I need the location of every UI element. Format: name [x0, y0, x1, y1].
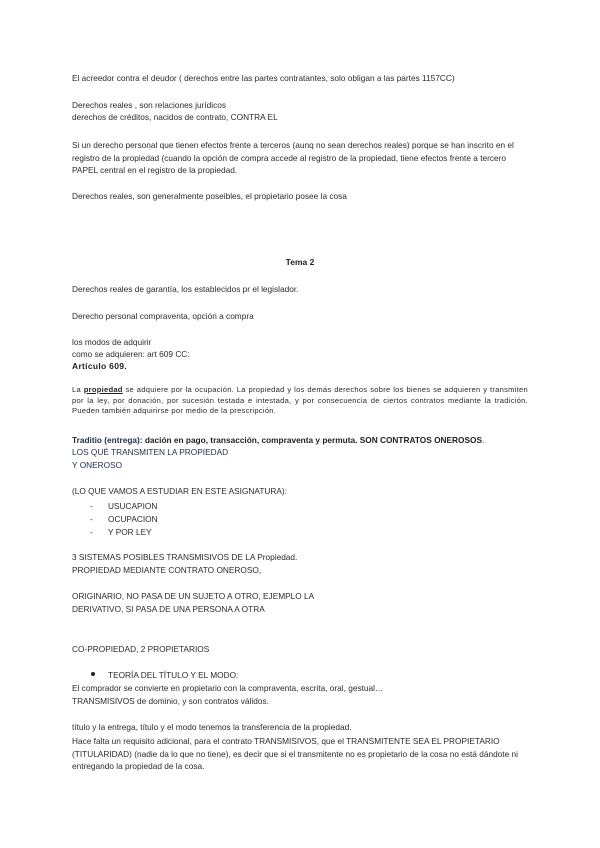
paragraph-requisito: Hace falta un requisito adicional, para el contrato TRANSMISIVOS, que el TRANSMITENTE SEA EL PROPIETARIO (TITULARIDAD) (nadie da lo que no tiene), es decir que si el transmitente no es propietario de la cosa no está dándote ni entregando la propiedad de la cosa.: [72, 736, 518, 772]
article-text-rest: se adquiere por la ocupación. La propiedad y los demás derechos sobre los bienes se adquieren y transmiten por la ley, por donación, por sucesión testada e intestada, y por consecuencia de ciertos contratos mediante la tradición. Pueden también adquirirse por medio de la prescripción.: [72, 385, 528, 415]
list-item-ocupacion: OCUPACION: [108, 514, 158, 524]
paragraph-modos: los modos de adquirir: [72, 337, 152, 347]
paragraph-compraventa: Derecho personal compraventa, opción a compra: [72, 311, 254, 321]
list-dash: -: [90, 527, 93, 537]
paragraph-contrato-oneroso: PROPIEDAD MEDIANTE CONTRATO ONEROSO,: [72, 565, 262, 575]
list-dash: -: [90, 514, 93, 524]
article-609-text: [72, 385, 528, 417]
paragraph-poseibles: Derechos reales, son generalmente poseibles, el propietario posee la cosa: [72, 191, 347, 201]
paragraph-derechos-creditos: derechos de créditos, nacidos de contrato, CONTRA EL: [72, 112, 278, 122]
list-item-por-ley: Y POR LEY: [108, 527, 152, 537]
paragraph-traditio: [72, 435, 484, 445]
paragraph-comprador: El comprador se convierte en propietario con la compraventa, escrita, oral, gestual…: [72, 683, 384, 693]
article-text-start: La: [72, 385, 81, 394]
traditio-period: .: [482, 435, 485, 445]
traditio-text: dación en pago, transacción, compraventa y permuta. SON CONTRATOS ONEROSOS: [144, 435, 483, 445]
traditio-label: Traditio (entrega):: [72, 435, 143, 445]
paragraph-derivativo: DERIVATIVO, SI PASA DE UNA PERSONA A OTRA: [72, 604, 265, 614]
paragraph-transmiten: LOS QUÉ TRANSMITEN LA PROPIEDAD: [72, 447, 229, 457]
paragraph-oneroso: Y ONEROSO: [72, 460, 123, 470]
list-dash: -: [90, 501, 93, 511]
article-heading: Artículo 609.: [72, 361, 127, 371]
paragraph-sistemas: 3 SISTEMAS POSIBLES TRANSMISIVOS DE LA Propiedad.: [72, 552, 298, 562]
paragraph-derechos-reales: Derechos reales , son relaciones jurídicos: [72, 100, 227, 110]
paragraph-transmisivos: TRANSMISIVOS de dominio, y son contratos válidos.: [72, 696, 269, 706]
bullet-dot: [91, 672, 95, 676]
paragraph-garantia: Derechos reales de garantía, los establecidos pr el legislador.: [72, 284, 299, 294]
paragraph-derecho-personal: Si un derecho personal que tienen efectos frente a terceros (aunq no sean derechos reales) porque se han inscrito en el registro de la propiedad (cuando la opción de compra accede al registro de la propiedad, tiene efectos frente a tercero PAPEL central en el registro de la propiedad.: [72, 140, 514, 175]
paragraph-como-adquieren: como se adquieren: art 609 CC:: [72, 349, 190, 359]
paragraph-acreedor: El acreedor contra el deudor ( derechos entre las partes contratantes, solo obligan a las partes 1157CC): [72, 73, 455, 83]
paragraph-originario: ORIGINARIO, NO PASA DE UN SUJETO A OTRO, EJEMPLO LA: [72, 591, 315, 601]
paragraph-titulo-entrega: título y la entrega, título y el modo tenemos la transferencia de la propiedad.: [72, 722, 352, 732]
section-title: Tema 2: [285, 257, 315, 267]
paragraph-estudiar: (LO QUE VAMOS A ESTUDIAR EN ESTE ASIGNATURA):: [72, 486, 287, 496]
bullet-teoria-titulo: TEORÍA DEL TÍTULO Y EL MODO:: [108, 670, 239, 680]
list-item-usucapion: USUCAPION: [108, 501, 158, 511]
propiedad-link[interactable]: propiedad: [83, 385, 123, 394]
paragraph-copropiedad: CO-PROPIEDAD, 2 PROPIETARIOS: [72, 644, 210, 654]
